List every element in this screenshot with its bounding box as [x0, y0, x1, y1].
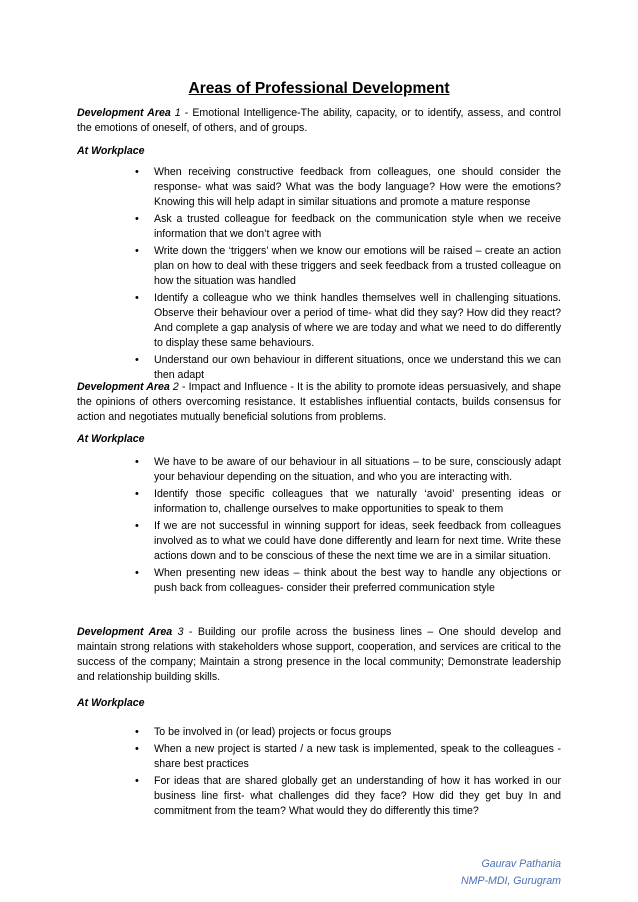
list-item: • Understand our own behaviour in different situations, once we understand this we can then adapt [154, 353, 561, 383]
area1-paragraph [77, 106, 561, 136]
page-title: Areas of Professional Development [188, 80, 450, 97]
list-item: • If we are not successful in winning support for ideas, seek feedback from colleagues involved as to what we could have done differently and learn for next time. Write these actions down and to be conscious of these the next time we are in a similar situation. [154, 519, 561, 564]
area1-label: Development Area [77, 107, 171, 119]
list-item: • Identify a colleague who we think handles themselves well in challenging situations. Observe their behaviour over a period of time- what did they say? How did they react? And complete a gap analysis of where we are today and what we need to do differently to display these same behaviours. [154, 291, 561, 351]
area3-description: - Building our profile across the business lines – One should develop and maintain strong relations with stakeholders whose support, cooperation, and services are critical to the success of the company; Maintain a strong presence in the local community; Demonstrate leadership and relationship building skills. [77, 626, 561, 683]
area3-number: 3 [172, 626, 184, 638]
area1-description: - Emotional Intelligence-The ability, capacity, or to identify, assess, and control the emotions of oneself, of others, and of groups. [77, 107, 561, 134]
list-item: • When receiving constructive feedback from colleagues, one should consider the response- what was said? What was the body language? How were the emotions? Knowing this will help adapt in similar situations and promote a mature response [154, 165, 561, 210]
area1-at-workplace-heading: At Workplace [77, 145, 145, 157]
area2-description: - Impact and Influence - It is the ability to promote ideas persuasively, and shape the opinions of others overcoming resistance. It establishes influential contacts, builds consensus for action and negotiates mutually beneficial solutions from problems. [77, 381, 561, 423]
area3-label: Development Area [77, 626, 173, 638]
area2-bullet-list [154, 455, 561, 598]
list-item: • Ask a trusted colleague for feedback on the communication style when we receive information that we don’t agree with [154, 212, 561, 242]
list-item: • For ideas that are shared globally get an understanding of how it has worked in our business line first- what challenges did they face? How did they get buy In and commitment from the team? What would they do differently this time? [154, 774, 561, 819]
area2-at-workplace-heading: At Workplace [77, 433, 145, 445]
list-item: • When a new project is started / a new task is implemented, speak to the colleagues - share best practices [154, 742, 561, 772]
list-item: • Identify those specific colleagues that we naturally ‘avoid’ presenting ideas or information to, challenge ourselves to make opportunities to speak to them [154, 487, 561, 517]
area3-paragraph [77, 625, 561, 685]
list-item: • To be involved in (or lead) projects or focus groups [154, 725, 561, 740]
list-item: • Write down the ‘triggers’ when we know our emotions will be raised – create an action plan on how to deal with these triggers and seek feedback from a trusted colleague on how the situation was handled [154, 244, 561, 289]
signature-org: NMP-MDI, Gurugram [460, 875, 561, 887]
area1-bullet-list [154, 165, 561, 385]
area1-number: 1 [170, 107, 181, 119]
list-item: • When presenting new ideas – think about the best way to handle any objections or push back from colleagues- consider their preferred communication style [154, 566, 561, 596]
area2-number: 2 [169, 381, 179, 393]
area2-label: Development Area [77, 381, 170, 393]
area3-bullet-list [154, 725, 561, 821]
area3-at-workplace-heading: At Workplace [77, 697, 145, 709]
list-item: • We have to be aware of our behaviour in all situations – to be sure, consciously adapt your behaviour depending on the situation, and who you are interacting with. [154, 455, 561, 485]
signature-name: Gaurav Pathania [481, 858, 561, 870]
area2-paragraph [77, 380, 561, 425]
